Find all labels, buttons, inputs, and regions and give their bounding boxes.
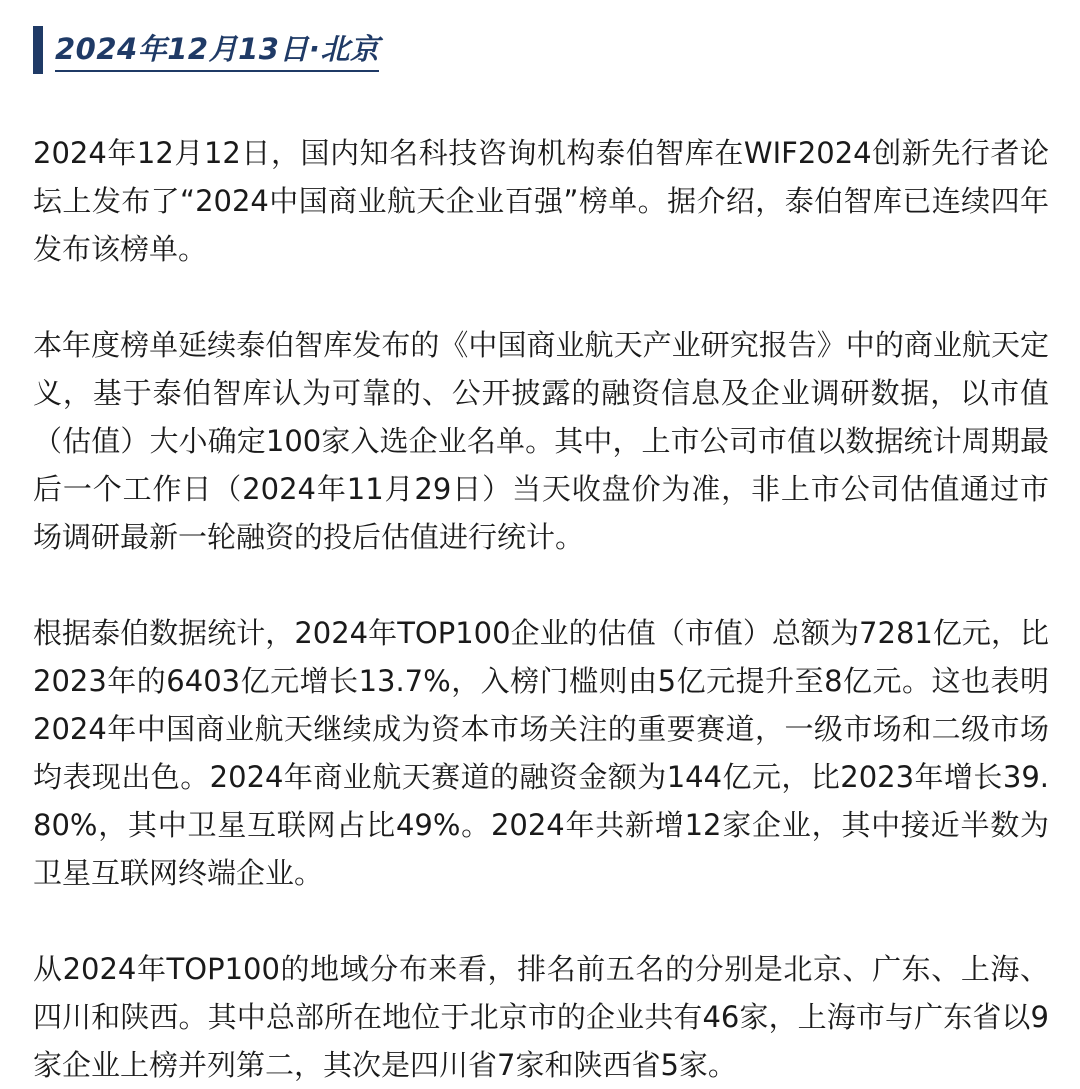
paragraph-regional-distribution: 从2024年TOP100的地域分布来看，排名前五名的分别是北京、广东、上海、四川和陕西。其中总部所在地位于北京市的企业共有46家，上海市与广东省以9家企业上榜并列第二，其次是四川省7家和陕西省5家。	[33, 952, 1049, 1082]
dateline-text: 2024年12月13日·北京	[55, 29, 379, 72]
dateline	[33, 26, 379, 74]
paragraph-methodology: 本年度榜单延续泰伯智库发布的《中国商业航天产业研究报告》中的商业航天定义，基于泰伯智库认为可靠的、公开披露的融资信息及企业调研数据，以市值（估值）大小确定100家入选企业名单。其中，上市公司市值以数据统计周期最后一个工作日（2024年11月29日）当天收盘价为准，非上市公司估值通过市场调研最新一轮融资的投后估值进行统计。	[33, 328, 1049, 554]
article-body	[33, 129, 1049, 1089]
dateline-accent-bar	[33, 26, 43, 74]
paragraph-statistics: 根据泰伯数据统计，2024年TOP100企业的估值（市值）总额为7281亿元，比2023年的6403亿元增长13.7%，入榜门槛则由5亿元提升至8亿元。这也表明2024年中国商业航天继续成为资本市场关注的重要赛道，一级市场和二级市场均表现出色。2024年商业航天赛道的融资金额为144亿元，比2023年增长39.80%，其中卫星互联网占比49%。2024年共新增12家企业，其中接近半数为卫星互联网终端企业。	[33, 616, 1049, 890]
paragraph-announcement: 2024年12月12日，国内知名科技咨询机构泰伯智库在WIF2024创新先行者论坛上发布了“2024中国商业航天企业百强”榜单。据介绍，泰伯智库已连续四年发布该榜单。	[33, 136, 1049, 266]
